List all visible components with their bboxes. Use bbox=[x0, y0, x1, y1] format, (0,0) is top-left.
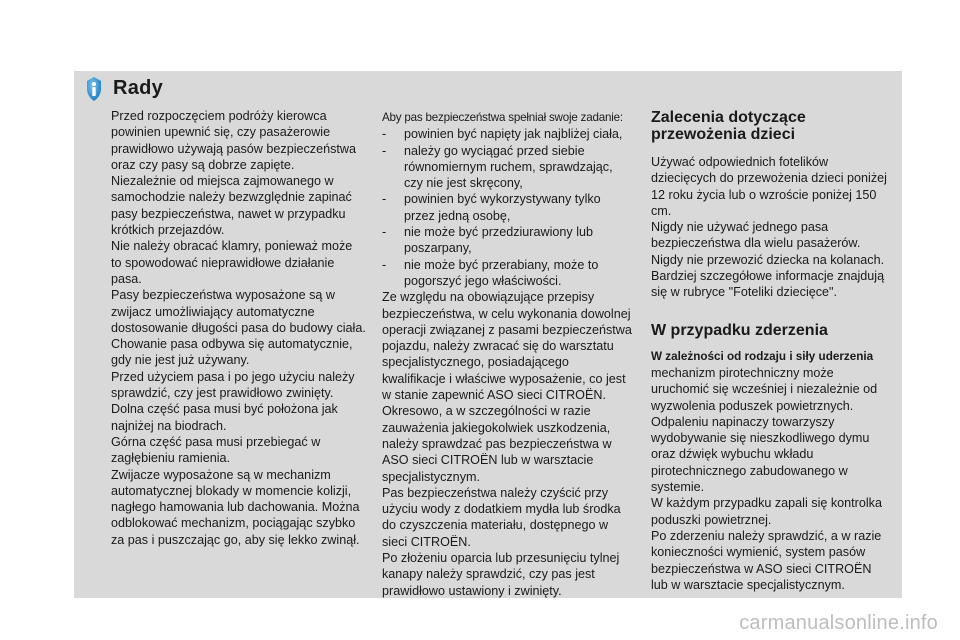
paragraph: Ze względu na obowiązujące przepisy bezpieczeństwa, w celu wykonania dowolnej operacji związanej z pasami bezpieczeństwa pojazdu, należy zwracać się do warsztatu specjalistycznego, posiadającego kwalifikacje i właściwe wyposażenie, co jest w stanie zapewnić ASO sieci CITROËN. bbox=[382, 290, 632, 403]
list-item: - nie może być przedziurawiony lub poszarpany, bbox=[382, 224, 634, 257]
paragraph: Pasy bezpieczeństwa wyposażone są w zwijacz umożliwiający automatyczne dostosowanie długości pasa do budowy ciała. Chowanie pasa odbywa się automatycznie, gdy nie jest już używany. bbox=[111, 288, 366, 368]
heading-child-transport: Zalecenia dotyczące przewożenia dzieci bbox=[651, 109, 806, 143]
paragraph: Nigdy nie przewozić dziecka na kolanach. bbox=[651, 252, 885, 267]
watermark: carmanualsonline.info bbox=[739, 612, 938, 634]
paragraph: Zwijacze wyposażone są w mechanizm automatycznej blokady w momencie kolizji, nagłego hamowania lub dachowania. Można odblokować mechanizm, pociągając szybko za pas i puszczając go, aby się lekko zwinął. bbox=[111, 467, 360, 547]
paragraph: Górna część pasa musi przebiegać w zagłębieniu ramienia. bbox=[111, 434, 321, 466]
heading-collision: W przypadku zderzenia bbox=[651, 321, 828, 339]
section-title: Rady bbox=[113, 77, 164, 99]
paragraph: Przed rozpoczęciem podróży kierowca powinien upewnić się, czy pasażerowie prawidłowo używają pasów bezpieczeństwa oraz czy pasy są dobrze zapięte. bbox=[111, 109, 357, 172]
paragraph: Dolna część pasa musi być położona jak najniżej na biodrach. bbox=[111, 402, 338, 433]
paragraph: Okresowo, a w szczególności w razie zauważenia jakiegokolwiek uszkodzenia, należy sprawdzać pas bezpieczeństwa w ASO sieci CITROËN lub w warsztacie specjalistycznym. bbox=[382, 404, 612, 484]
column-general-tips bbox=[111, 108, 366, 548]
paragraph: Po złożeniu oparcia lub przesunięciu tylnej kanapy należy sprawdzić, czy pas jest prawidłowo ustawiony i zwinięty. bbox=[382, 551, 620, 598]
list-intro: Aby pas bezpieczeństwa spełniał swoje zadanie: bbox=[382, 111, 623, 124]
column-children-and-crash bbox=[651, 109, 889, 593]
paragraph: Nie należy obracać klamry, ponieważ może to spowodować nieprawidłowe działanie pasa. bbox=[111, 239, 353, 286]
info-icon bbox=[81, 76, 107, 102]
list-item: - nie może być przerabiany, może to pogorszyć jego właściwości. bbox=[382, 257, 634, 290]
list-item: - należy go wyciągać przed siebie równomiernym ruchem, sprawdzając, czy nie jest skręcony, bbox=[382, 143, 634, 192]
list-item: - powinien być wykorzystywany tylko przez jedną osobę, bbox=[382, 191, 634, 224]
paragraph: Pas bezpieczeństwa należy czyścić przy użyciu wody z dodatkiem mydła lub środka do czyszczenia materiału, dostępnego w sieci CITROËN. bbox=[382, 485, 621, 549]
paragraph: mechanizm pirotechniczny może uruchomić się wcześniej i niezależnie od wyzwolenia poduszek powietrznych. Odpaleniu napinaczy towarzyszy wydobywanie się nieszkodliwego dymu oraz dźwięk wybuchu wkładu pirotechnicznego zabudowanego w systemie. bbox=[651, 365, 878, 495]
paragraph: Po zderzeniu należy sprawdzić, a w razie konieczności wymienić, system pasów bezpieczeństwa w ASO sieci CITROËN lub w warsztacie specjalistycznym. bbox=[651, 528, 882, 592]
bold-lead: W zależności od rodzaju i siły uderzenia bbox=[651, 349, 874, 363]
list-item: - powinien być napięty jak najbliżej ciała, bbox=[382, 126, 634, 142]
paragraph: W każdym przypadku zapali się kontrolka poduszki powietrznej. bbox=[651, 496, 882, 527]
paragraph: Nigdy nie używać jednego pasa bezpieczeństwa dla wielu pasażerów. bbox=[651, 220, 861, 251]
requirements-list bbox=[382, 126, 634, 289]
paragraph: Bardziej szczegółowe informacje znajdują się w rubryce "Foteliki dziecięce". bbox=[651, 269, 885, 300]
column-belt-requirements bbox=[382, 110, 634, 599]
paragraph: Przed użyciem pasa i po jego użyciu należy sprawdzić, czy jest prawidłowo zwinięty. bbox=[111, 369, 355, 401]
paragraph: Używać odpowiednich fotelików dziecięcych do przewożenia dzieci poniżej 12 roku życia lub o wzroście poniżej 150 cm. bbox=[651, 155, 887, 218]
paragraph: Niezależnie od miejsca zajmowanego w samochodzie należy bezwzględnie zapinać pasy bezpieczeństwa, nawet w przypadku krótkich przejazdów. bbox=[111, 174, 352, 238]
